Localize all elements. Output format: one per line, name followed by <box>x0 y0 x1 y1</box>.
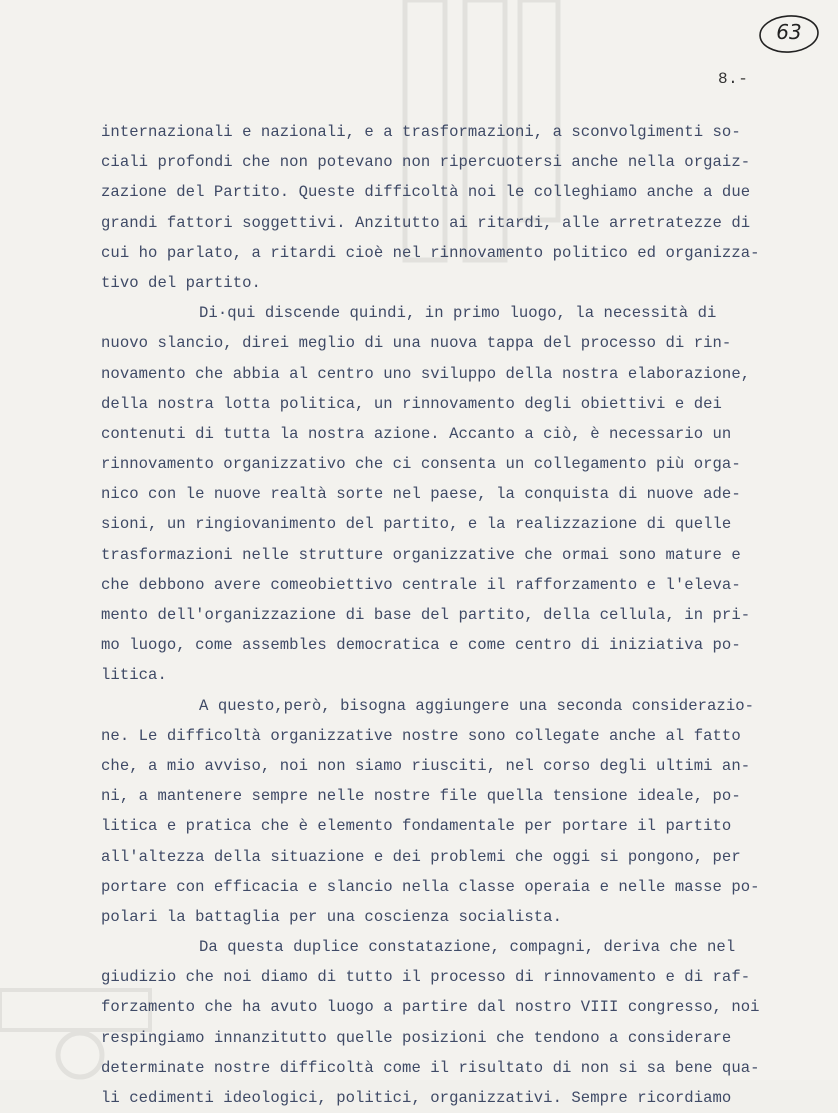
typed-body-text <box>101 117 791 1113</box>
text-line: tivo del partito. <box>101 273 261 292</box>
text-line: grandi fattori soggettivi. Anzitutto ai ritardi, alle arretratezze di <box>101 213 751 232</box>
text-line: internazionali e nazionali, e a trasformazioni, a sconvolgimenti so- <box>101 123 741 141</box>
archive-number-stamp <box>757 12 821 56</box>
text-line: contenuti di tutta la nostra azione. Accanto a ciò, è necessario un <box>101 424 732 443</box>
text-line: giudizio che noi diamo di tutto il processo di rinnovamento e di raf- <box>101 968 751 987</box>
text-line: nico con le nuove realtà sorte nel paese, la conquista di nuove ade- <box>101 485 741 504</box>
text-line: polari la battaglia per una coscienza socialista. <box>101 907 562 926</box>
text-line: portare con efficacia e slancio nella classe operaia e nelle masse po- <box>101 877 760 896</box>
text-line: mo luogo, come assembles democratica e come centro di iniziativa po- <box>101 636 741 655</box>
text-line: determinate nostre difficoltà come il risultato di non si sa bene qua- <box>101 1058 760 1077</box>
text-line: Di·qui discende quindi, in primo luogo, la necessità di <box>199 304 717 323</box>
text-line: sioni, un ringiovanimento del partito, e la realizzazione di quelle <box>101 515 732 534</box>
text-line: all'altezza della situazione e dei problemi che oggi si pongono, per <box>101 847 741 866</box>
text-line: litica e pratica che è elemento fondamentale per portare il partito <box>101 817 732 836</box>
text-line: Da questa duplice constatazione, compagni, deriva che nel <box>199 938 736 957</box>
text-line: che debbono avere comeobiettivo centrale il rafforzamento e l'eleva- <box>101 575 741 594</box>
text-line: forzamento che ha avuto luogo a partire dal nostro VIII congresso, noi <box>101 998 760 1017</box>
text-line: ne. Le difficoltà organizzative nostre sono collegate anche al fatto <box>101 726 741 745</box>
text-line: mento dell'organizzazione di base del partito, della cellula, in pri- <box>101 606 751 624</box>
text-line: della nostra lotta politica, un rinnovamento degli obiettivi e dei <box>101 394 722 413</box>
text-line: respingiamo innanzitutto quelle posizioni che tendono a considerare <box>101 1028 732 1047</box>
text-line: litica. <box>101 666 167 685</box>
text-line: li cedimenti ideologici, politici, organizzativi. Sempre ricordiamo <box>101 1089 732 1107</box>
text-line: che, a mio avviso, noi non siamo riusciti, nel corso degli ultimi an- <box>101 756 751 775</box>
text-line: trasformazioni nelle strutture organizzative che ormai sono mature e <box>101 545 741 564</box>
page-number: 8.- <box>718 70 749 88</box>
text-line: novamento che abbia al centro uno sviluppo della nostra elaborazione, <box>101 364 751 383</box>
archive-number: 63 <box>776 20 802 44</box>
text-line: A questo,però, bisogna aggiungere una seconda considerazio- <box>199 696 755 715</box>
text-line: cui ho parlato, a ritardi cioè nel rinnovamento politico ed organizza- <box>101 243 760 262</box>
text-line: zazione del Partito. Queste difficoltà noi le colleghiamo anche a due <box>101 183 751 202</box>
text-line: ni, a mantenere sempre nelle nostre file quella tensione ideale, po- <box>101 787 741 806</box>
text-line: rinnovamento organizzativo che ci consenta un collegamento più orga- <box>101 455 741 474</box>
text-line: nuovo slancio, direi meglio di una nuova tappa del processo di rin- <box>101 334 732 353</box>
text-line: ciali profondi che non potevano non ripercuotersi anche nella orgaiz- <box>101 153 751 172</box>
